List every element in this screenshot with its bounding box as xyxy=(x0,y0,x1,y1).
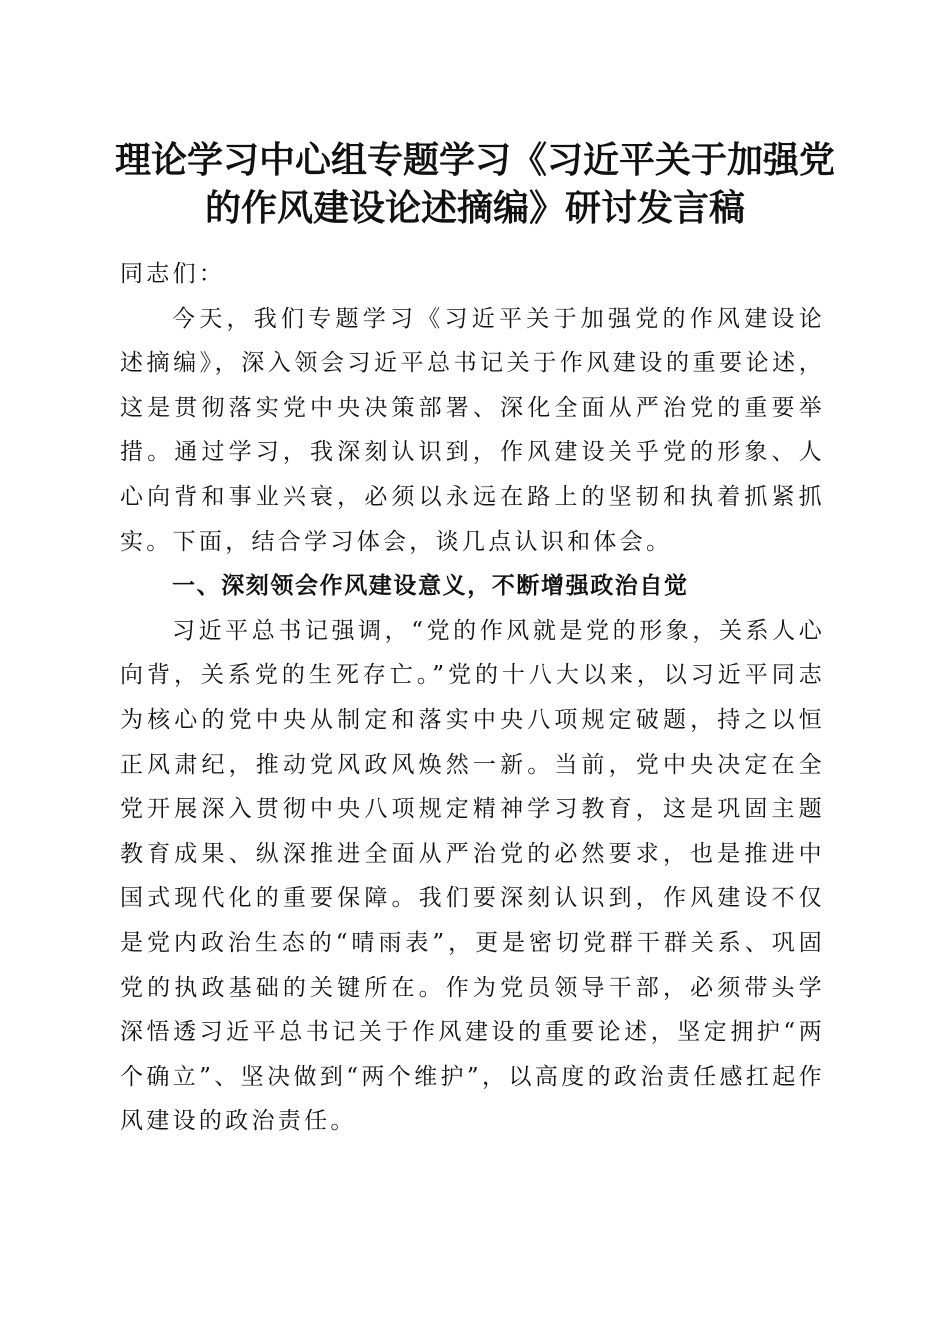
salutation: 同志们： xyxy=(120,261,226,287)
title-line-1: 理论学习中心组专题学习《习近平关于加强党 xyxy=(114,139,835,181)
intro-paragraph: 今天，我们专题学习《习近平关于加强党的作风建设论述摘编》，深入领会习近平总书记关于作风建设的重要论述，这是贯彻落实党中央决策部署、深化全面从严治党的重要举措。通过学习，我深刻认识到，作风建设关乎党的形象、人心向背和事业兴衰，必须以永远在路上的坚韧和执着抓紧抓实。下面，结合学习体会，谈几点认识和体会。 xyxy=(120,305,825,555)
section-1-paragraph: 习近平总书记强调，“党的作风就是党的形象，关系人心向背，关系党的生死存亡。”党的十八大以来，以习近平同志为核心的党中央从制定和落实中央八项规定破题，持之以恒正风肃纪，推动党风政风焕然一新。当前，党中央决定在全党开展深入贯彻中央八项规定精神学习教育，这是巩固主题教育成果、纵深推进全面从严治党的必然要求，也是推进中国式现代化的重要保障。我们要深刻认识到，作风建设不仅是党内政治生态的“晴雨表”，更是密切党群干群关系、巩固党的执政基础的关键所在。作为党员领导干部，必须带头学深悟透习近平总书记关于作风建设的重要论述，坚定拥护“两个确立”、坚决做到“两个维护”，以高度的政治责任感扛起作风建设的政治责任。 xyxy=(120,617,825,1135)
document-body xyxy=(120,252,825,1144)
document-title xyxy=(100,136,850,232)
section-heading-1: 一、深刻领会作风建设意义，不断增强政治自觉 xyxy=(172,573,689,600)
title-line-2: 的作风建设论述摘编》研讨发言稿 xyxy=(204,187,745,229)
